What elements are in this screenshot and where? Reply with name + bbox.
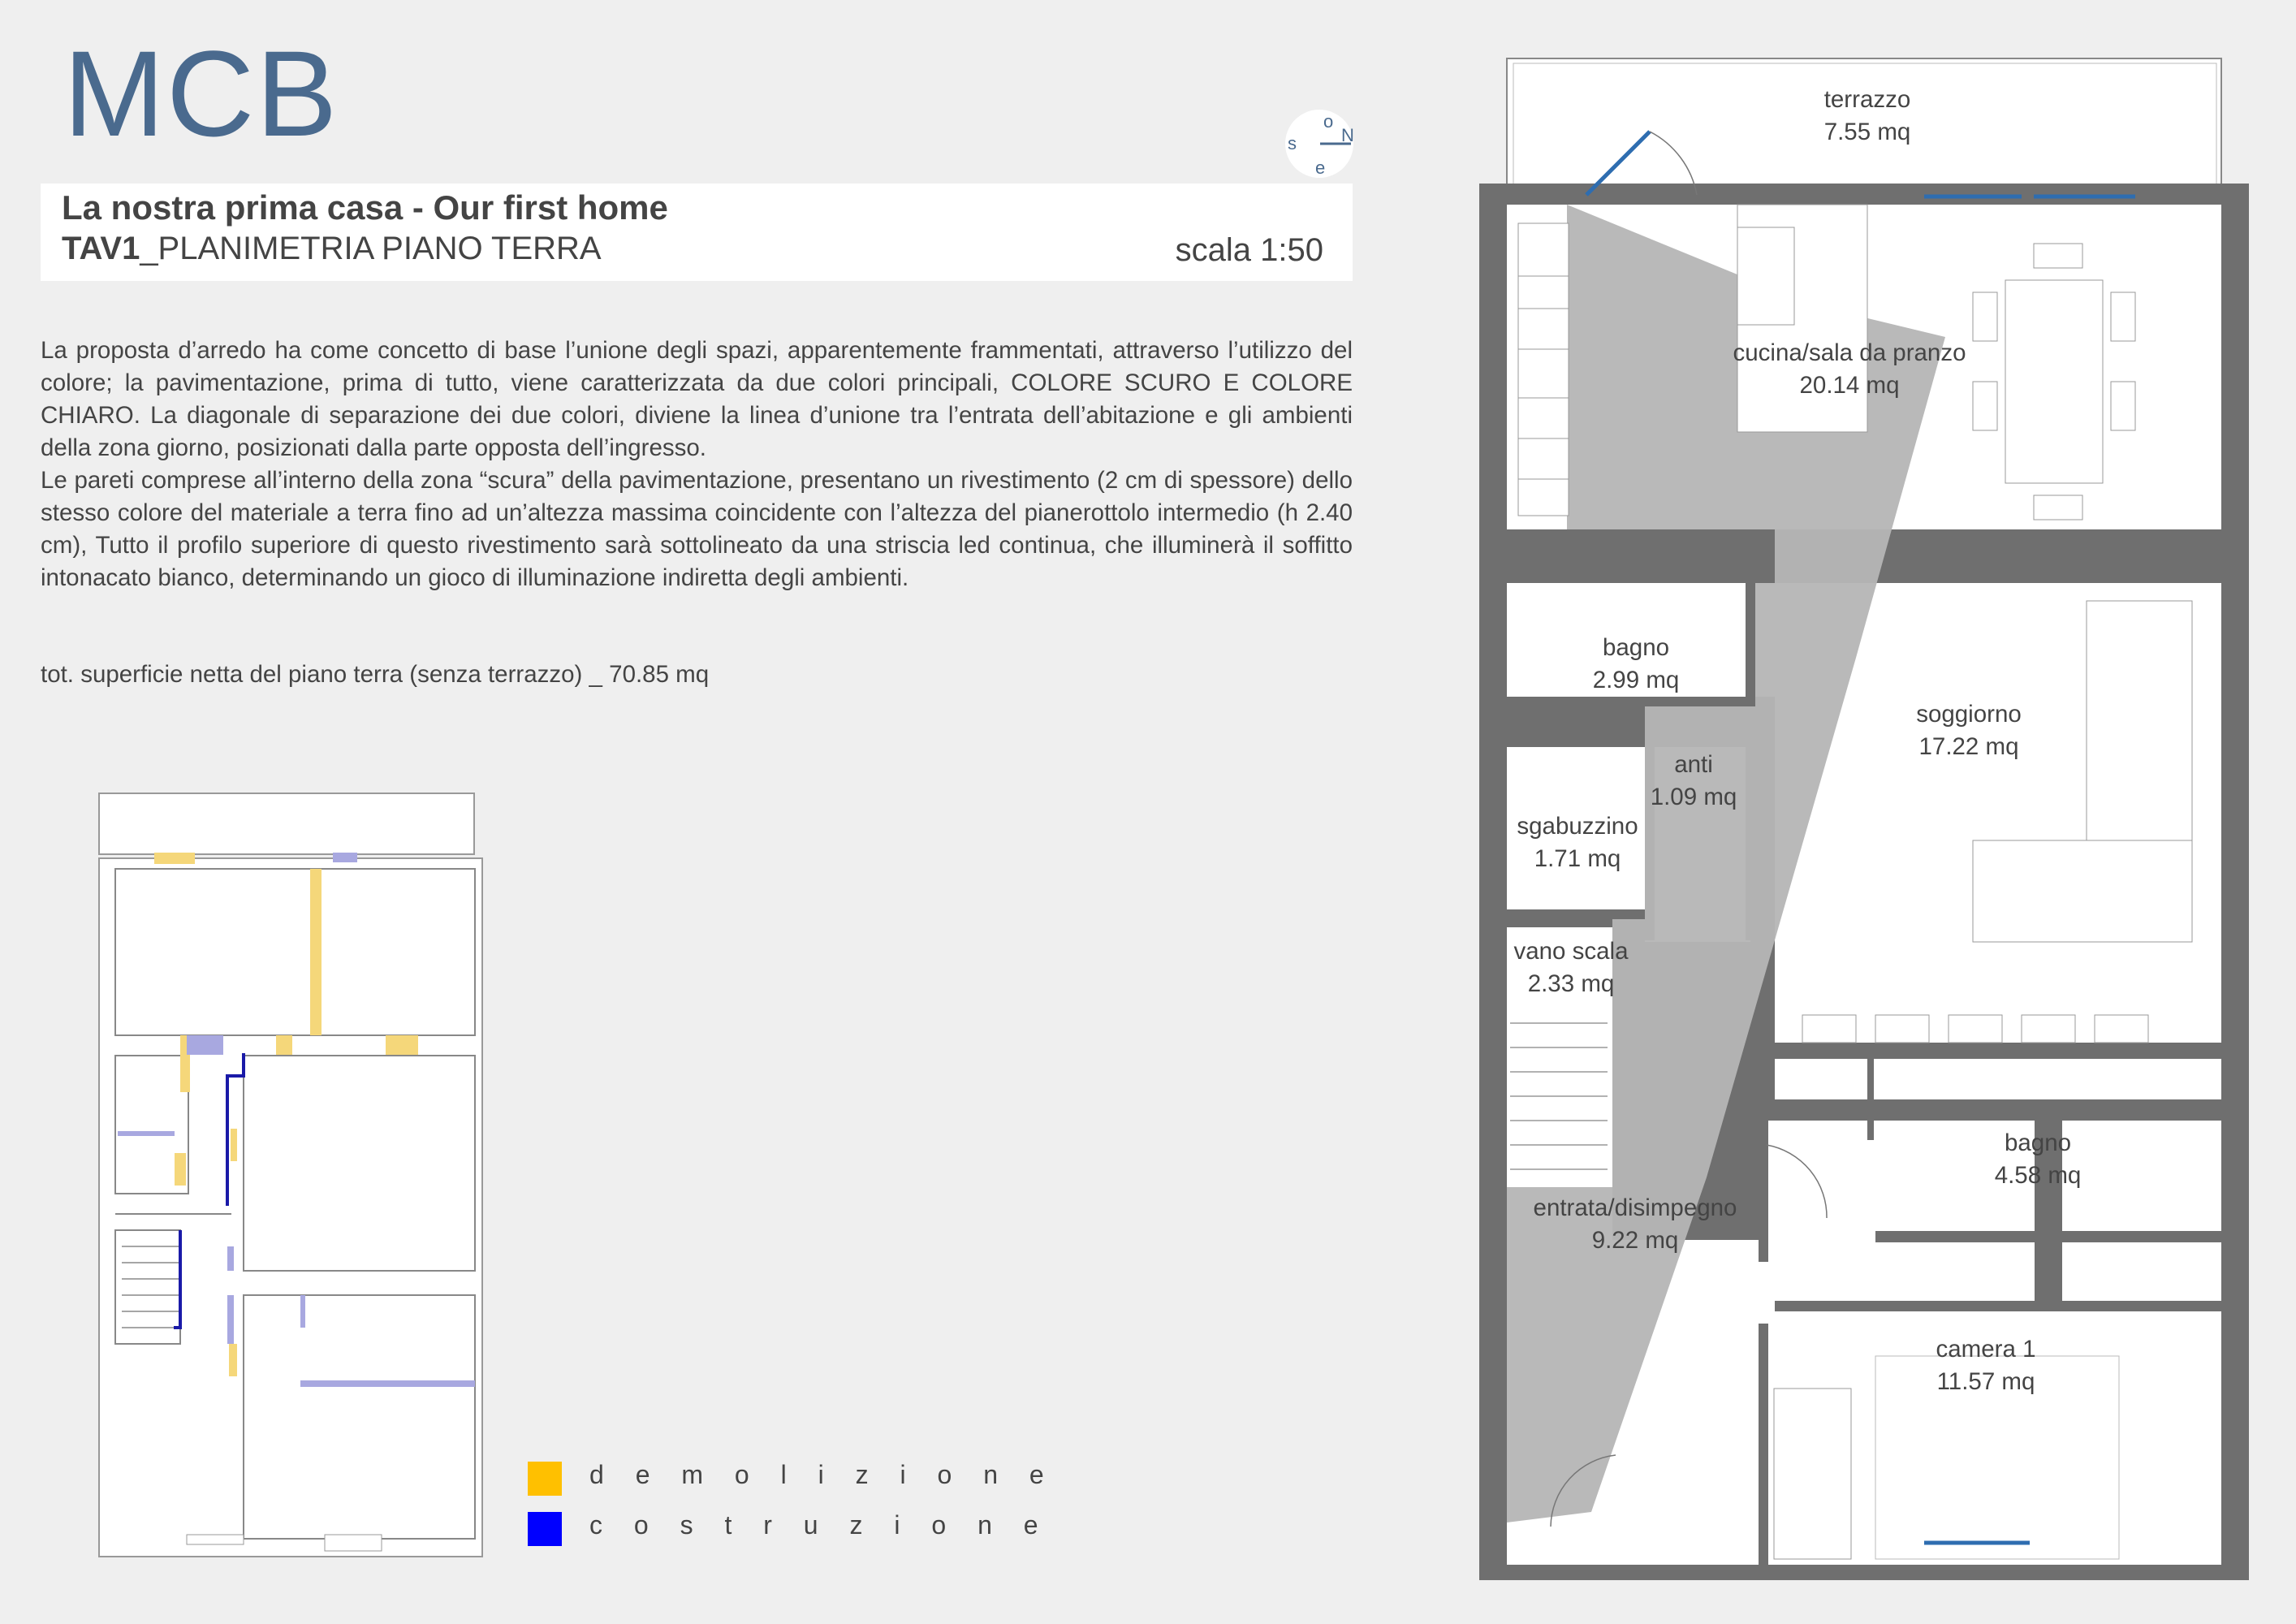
page-title: La nostra prima casa - Our first home [62, 188, 668, 227]
sheet-subtitle: _PLANIMETRIA PIANO TERRA [140, 231, 602, 266]
compass-icon [1283, 107, 1356, 180]
compass-s: s [1288, 133, 1297, 153]
room-terrazzo: terrazzo 7.55 mq [1823, 86, 1911, 145]
room-sgabuzzino: sgabuzzino 1.71 mq [1517, 813, 1638, 872]
room-anti: anti 1.09 mq [1650, 751, 1737, 810]
description-paragraph-2: Le pareti comprese all’interno della zona “scura” della pavimentazione, presentano un rivestimento (2 cm di spessore) dello stesso colore del materiale a terra fino ad un’altezza massima coincidente con l’altezza del pianerottolo intermedio (h 2.40 cm), Tutto il profilo superiore di questo rivestimento sarà sottolineato da una striscia led continua, che illuminerà il soffitto intonacato bianco, determinando un gioco di illuminazione indiretta degli ambienti. [41, 467, 1353, 591]
scale-label: scala 1:50 [1175, 232, 1323, 268]
demolition-construction-plan [97, 792, 487, 1559]
sheet-code: TAV1 [62, 231, 140, 266]
compass-o: o [1323, 111, 1334, 132]
room-cucina: cucina/sala da pranzo 20.14 mq [1733, 339, 1966, 399]
room-camera-1: camera 1 11.57 mq [1936, 1336, 2036, 1395]
legend-label-construction: c o s t r u z i o n e [589, 1510, 1051, 1540]
description [41, 335, 1353, 594]
legend-swatch-construction [528, 1512, 562, 1546]
room-soggiorno: soggiorno 17.22 mq [1916, 701, 2022, 760]
title-box [41, 184, 1353, 281]
room-bagno-2: bagno 4.58 mq [1994, 1129, 2082, 1189]
room-entrata: entrata/disimpegno 9.22 mq [1533, 1194, 1737, 1254]
legend-swatch-demolition [528, 1462, 562, 1496]
room-vano-scala: vano scala 2.33 mq [1513, 938, 1629, 997]
legend-label-demolition: d e m o l i z i o n e [589, 1460, 1056, 1489]
floor-plan [1470, 57, 2249, 1583]
compass-n: N [1341, 125, 1354, 145]
total-area: tot. superficie netta del piano terra (senza terrazzo) _ 70.85 mq [41, 661, 710, 688]
page-subtitle [62, 231, 602, 267]
brand-logo: MCB [63, 25, 339, 162]
compass-e: e [1315, 158, 1326, 178]
room-bagno-1: bagno 2.99 mq [1592, 634, 1680, 693]
description-paragraph-1: La proposta d’arredo ha come concetto di base l’unione degli spazi, apparentemente frammentati, attraverso l’utilizzo del colore; la pavimentazione, prima di tutto, viene caratterizzata da due colori principali, COLORE SCURO E COLORE CHIARO. La diagonale di separazione dei due colori, diviene la linea d’unione tra l’entrata dell’abitazione e gli ambienti della zona giorno, posizionati dalla parte opposta dell’ingresso. [41, 337, 1353, 461]
